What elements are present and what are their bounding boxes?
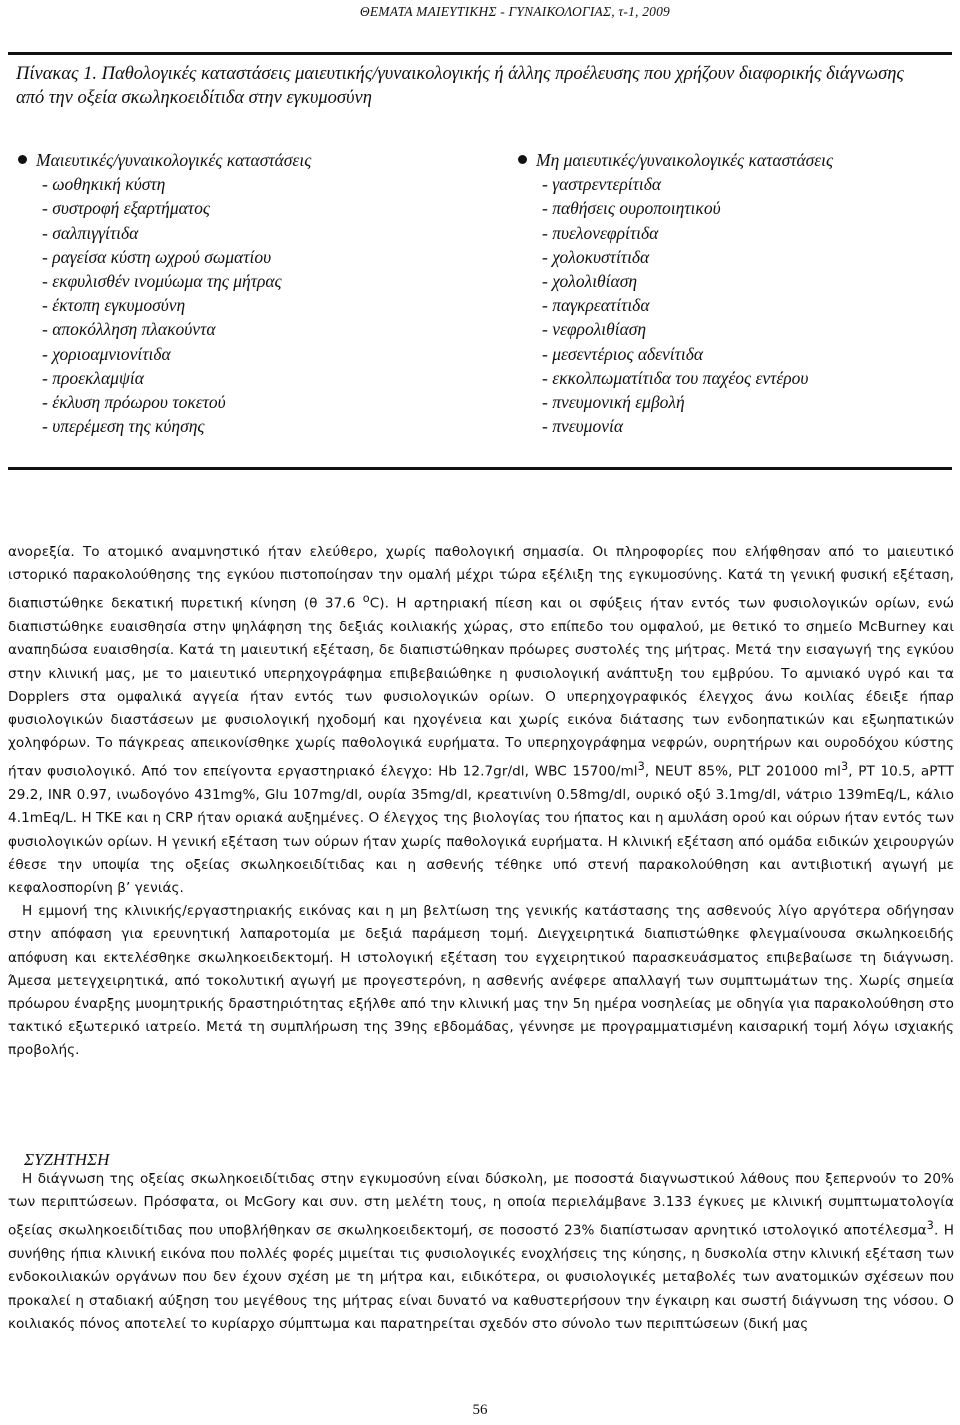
left-column-heading — [18, 148, 311, 172]
list-item: - εκκολπωματίτιδα του παχέος εντέρου — [542, 367, 809, 388]
case-paragraph-1 — [8, 541, 954, 900]
right-column-heading — [518, 148, 833, 172]
discussion-paragraph — [8, 1168, 954, 1336]
right-heading-text: Μη μαιευτικές/γυναικολογικές καταστάσεις — [536, 150, 834, 170]
list-item: - προεκλαμψία — [42, 367, 144, 388]
list-item: - έκλυση πρόωρου τοκετού — [42, 392, 226, 413]
left-heading-text: Μαιευτικές/γυναικολογικές καταστάσεις — [36, 150, 312, 170]
list-item: - ωοθηκική κύστη — [42, 174, 166, 195]
list-item: - πνευμονική εμβολή — [542, 392, 685, 413]
bullet-icon — [18, 155, 27, 164]
table-caption: Πίνακας 1. Παθολογικές καταστάσεις μαιευτικής/γυναικολογικής ή άλλης προέλευσης που χρήζουν διαφορικής διάγνωσης από την οξεία σκωληκοειδίτιδα στην εγκυμοσύνη — [16, 64, 904, 108]
table-right-column — [518, 148, 833, 438]
reference-superscript: 3 — [926, 1218, 934, 1233]
list-item: - εκφυλισθέν ινομύωμα της μήτρας — [42, 271, 282, 292]
text-run: Η διάγνωση της οξείας σκωληκοειδίτιδας στην εγκυμοσύνη είναι δύσκολη, με ποσοστά διαγνωστικού λάθους που ξεπερνούν το 20% των περιπτώσεων. Πρόσφατα, οι McGory και συν. στη μελέτη τους, η οποία περιελάμβανε 3.133 έγκυες με κλινική συμπτωματολογία οξείας σκωληκοειδίτιδας που υποβλήθηκαν σε σκωληκοειδεκτομή, σε ποσοστό 23% διαπίστωσαν αρνητικό ιστολογικό αποτέλεσμα — [8, 1171, 954, 1239]
list-item: - ραγείσα κύστη ωχρού σωματίου — [42, 246, 272, 267]
list-item: - πυελονεφρίτιδα — [542, 222, 659, 243]
list-item: - νεφρολιθίαση — [542, 319, 647, 340]
case-paragraph-2: Η εμμονή της κλινικής/εργαστηριακής εικόνας και η μη βελτίωση της γενικής κατάστασης της ασθενούς λίγο αργότερα οδήγησαν στην απόφαση για ερευνητική λαπαροτομία με δεξιά παράμεση τομή. Διεγχειρητικά διαπιστώθηκε φλεγμαίνουσα σκωληκοειδής απόφυση και εκτελέσθηκε σκωληκοειδεκτομή. Η ιστολογική εξέταση του εγχειρητικού παρασκευάσματος επιβεβαίωσε τη διάγνωση. Άμεσα μετεγχειρητικά, από τοκολυτική αγωγή με προγεστερόνη, η ασθενής ανέφερε απαλλαγή των συμπτωμάτων της. Χωρίς σημεία πρόωρου έναρξης μυομητρικής δραστηριότητας εξήλθε από την κλινική μας την 5η ημέρα νοσηλείας με οδηγία για παρακολούθηση στο τακτικό εξωτερικό ιατρείο. Μετά τη συμπλήρωση της 39ης εβδομάδας, γέννησε με προγραμματισμένη καισαρική τομή λόγω ισχιακής προβολής. — [8, 903, 954, 1059]
superscript: 3 — [637, 759, 645, 774]
list-item: - γαστρεντερίτιδα — [542, 174, 662, 195]
list-item: - πνευμονία — [542, 416, 624, 437]
list-item: - συστροφή εξαρτήματος — [42, 198, 210, 219]
text-run: C). Η αρτηριακή πίεση και οι σφύξεις ήταν εντός των φυσιολογικών ορίων, ενώ διαπιστώθηκε ευαισθησία στην ψηλάφηση της δεξιάς κοιλιακής χώρας, στο επίπεδο του ομφαλού, με θετικό το σημείο McBurney και αναπηδώσα ευαισθησία. Κατά τη μαιευτική εξέταση, δε διαπιστώθηκαν πρόωρες συστολές της μήτρας. Μετά την εισαγωγή της εγκύου στην κλινική μας, με το μαιευτικό υπερηχογράφημα επιβεβαιώθηκε η φυσιολογική ανάπτυξη του εμβρύου. Το αμνιακό υγρό και τα Dopplers στα ομφαλικά αγγεία ήταν εντός των φυσιολογικών ορίων. Ο υπερηχογραφικός έλεγχος άνω κοιλίας έδειξε ήπαρ φυσιολογικών διαστάσεων με φυσιολογική ηχοδομή και ηχογένεια και χωρίς εικόνα διάτασης των ενδοηπατικών και εξωηπατικών χοληφόρων. Το πάγκρεας απεικονίσθηκε χωρίς παθολογικά ευρήματα. Το υπερηχογράφημα νεφρών, ουρητήρων και ουροδόχου κύστης ήταν φυσιολογικό. Από τον επείγοντα εργαστηριακό έλεγχο: Hb 12.7gr/dl, WBC 15700/ml — [8, 595, 954, 780]
list-item: - έκτοπη εγκυμοσύνη — [42, 295, 186, 316]
table-left-column — [18, 148, 311, 438]
list-item: - αποκόλληση πλακούντα — [42, 319, 216, 340]
list-item: - χολολιθίαση — [542, 271, 638, 292]
list-item: - χοριοαμνιονίτιδα — [42, 343, 171, 364]
list-item: - παγκρεατίτιδα — [542, 295, 650, 316]
degree-sign: ο — [362, 591, 370, 606]
text-run: , NEUT 85%, PLT 201000 ml — [644, 763, 841, 780]
discussion-text — [8, 1168, 954, 1336]
list-item: - υπερέμεση της κύησης — [42, 416, 205, 437]
discussion-heading: ΣΥΖΗΤΗΣΗ — [24, 1150, 110, 1169]
text-run: ανορεξία. Το ατομικό αναμνηστικό ήταν ελεύθερο, χωρίς παθολογική σημασία. Οι πληροφορίες που ελήφθησαν από το μαιευτικό ιστορικό παρακολούθησης της εγκύου πιστοποίησαν την ομαλή μέχρι τώρα εξέλιξη της εγκυμοσύνης. Κατά τη γενική φυσική εξέταση, διαπιστώθηκε δεκατική πυρετική κίνηση (θ 37.6 — [8, 544, 954, 612]
superscript: 3 — [840, 759, 849, 774]
list-item: - παθήσεις ουροποιητικού — [542, 198, 721, 219]
text-run: . Η συνήθης ήπια κλινική εικόνα που πολλές φορές μιμείται τις φυσιολογικές ενοχλήσεις της κύησης, η δυσκολία στην κλινική εξέταση των ενδοκοιλιακών οργάνων που δεν έχουν σχέση με τη μήτρα και, ειδικότερα, οι φυσιολογικές μεταβολές των ανατομικών σχέσεων που προκαλεί η σταδιακή αύξηση του μεγέθους της μήτρας είναι δυνατό να καθυστερήσουν την έγκαιρη και σωστή διάγνωση της νόσου. Ο κοιλιακός πόνος αποτελεί το κυρίαρχο σύμπτωμα και παρατηρείται σχεδόν στο σύνολο των περιπτώσεων (δική μας — [8, 1222, 955, 1332]
bullet-icon — [518, 155, 527, 164]
list-item: - μεσεντέριος αδενίτιδα — [542, 343, 704, 364]
list-item: - χολοκυστίτιδα — [542, 246, 650, 267]
text-run: , PT 10.5, aPTT 29.2, INR 0.97, ινωδογόνο 431mg%, Glu 107mg/dl, ουρία 35mg/dl, κρεατινίνη 0.58mg/dl, ουρικό οξύ 3.1mg/dl, νάτριο 139mEq/L, κάλιο 4.1mEq/L. Η ΤΚΕ και η CRP ήταν οριακά αυξημένες. Ο έλεγχος της βιολογίας του ήπατος και η αμυλάση ορού και ούρων ήταν εντός των φυσιολογικών ορίων. Η γενική εξέταση των ούρων ήταν χωρίς παθολογικά ευρήματα. Η κλινική εξέταση από ομάδα ειδικών χειρουργών έθεσε την υποψία της οξείας σκωληκοειδίτιδας και η ασθενής τέθηκε υπό στενή παρακολούθηση και αντιβιοτική αγωγή με κεφαλοσπορίνη β’ γενιάς. — [8, 763, 954, 896]
running-header: ΘΕΜΑΤΑ ΜΑΙΕΥΤΙΚΗΣ - ΓΥΝΑΙΚΟΛΟΓΙΑΣ, τ-1, 2009 — [359, 4, 670, 19]
case-description — [8, 541, 954, 1063]
list-item: - σαλπιγγίτιδα — [42, 222, 139, 243]
page-number: 56 — [472, 1402, 488, 1418]
